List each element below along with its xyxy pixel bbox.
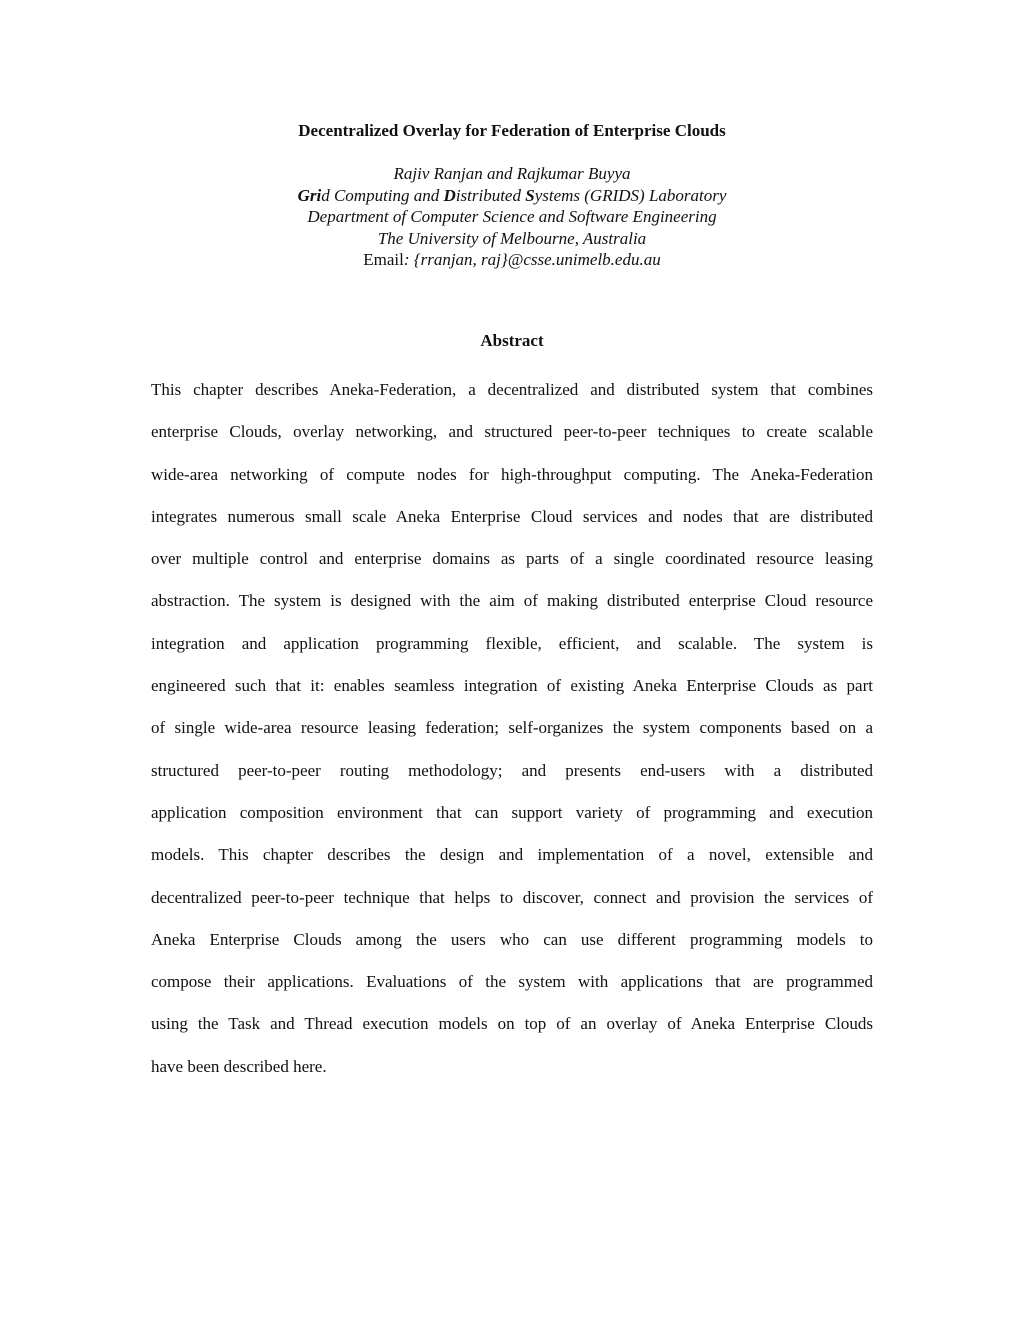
abstract-line: integrates numerous small scale Aneka Enterprise Cloud services and nodes that are distributed xyxy=(151,506,873,526)
lab-part-2: D xyxy=(443,185,456,205)
abstract-line: Aneka Enterprise Clouds among the users who can use different programming models to xyxy=(151,929,873,949)
lab-part-5: ystems (GRIDS) Laboratory xyxy=(534,185,727,205)
abstract-line: using the Task and Thread execution models on top of an overlay of Aneka Enterprise Clouds xyxy=(151,1014,873,1034)
department-line: Department of Computer Science and Software Engineering xyxy=(307,207,717,226)
university-line: The University of Melbourne, Australia xyxy=(377,228,647,248)
abstract-line: integration and application programming flexible, efficient, and scalable. The system is xyxy=(151,633,873,653)
abstract-line: abstraction. The system is designed with the aim of making distributed enterprise Cloud resource xyxy=(151,591,873,611)
email-line xyxy=(0,249,1024,271)
abstract-line: enterprise Clouds, overlay networking, and structured peer-to-peer techniques to create scalable xyxy=(151,422,873,442)
paper-title: Decentralized Overlay for Federation of Enterprise Clouds xyxy=(298,121,726,140)
author-block xyxy=(0,163,1024,271)
abstract-body xyxy=(151,369,873,1088)
email-label: Email xyxy=(363,250,404,269)
abstract-line: over multiple control and enterprise domains as parts of a single coordinated resource leasing xyxy=(151,549,873,569)
email-address: : {rranjan, raj}@csse.unimelb.edu.au xyxy=(403,250,661,269)
abstract-heading: Abstract xyxy=(480,331,544,350)
abstract-line: application composition environment that can support variety of programming and execution xyxy=(151,802,873,822)
lab-part-3: istributed xyxy=(455,185,526,205)
lab-part-1: d Computing and xyxy=(321,185,444,205)
abstract-line: decentralized peer-to-peer technique that helps to discover, connect and provision the services of xyxy=(151,887,873,907)
authors-line: Rajiv Ranjan and Rajkumar Buyya xyxy=(393,164,631,183)
abstract-line: This chapter describes Aneka-Federation, a decentralized and distributed system that combines xyxy=(151,380,873,399)
abstract-line: engineered such that it: enables seamless integration of existing Aneka Enterprise Clouds as part xyxy=(151,676,873,696)
lab-part-4: S xyxy=(525,185,535,205)
abstract-line: compose their applications. Evaluations of the system with applications that are programmed xyxy=(151,972,873,992)
abstract-line: wide-area networking of compute nodes for high-throughput computing. The Aneka-Federation xyxy=(151,464,873,484)
abstract-line: have been described here. xyxy=(151,1056,327,1076)
lab-line xyxy=(0,185,1024,207)
abstract-line: structured peer-to-peer routing methodology; and presents end-users with a distributed xyxy=(151,760,873,780)
abstract-line: of single wide-area resource leasing federation; self-organizes the system components based on a xyxy=(151,718,873,738)
lab-part-0: Gri xyxy=(297,185,322,205)
abstract-line: models. This chapter describes the design and implementation of a novel, extensible and xyxy=(151,845,873,865)
